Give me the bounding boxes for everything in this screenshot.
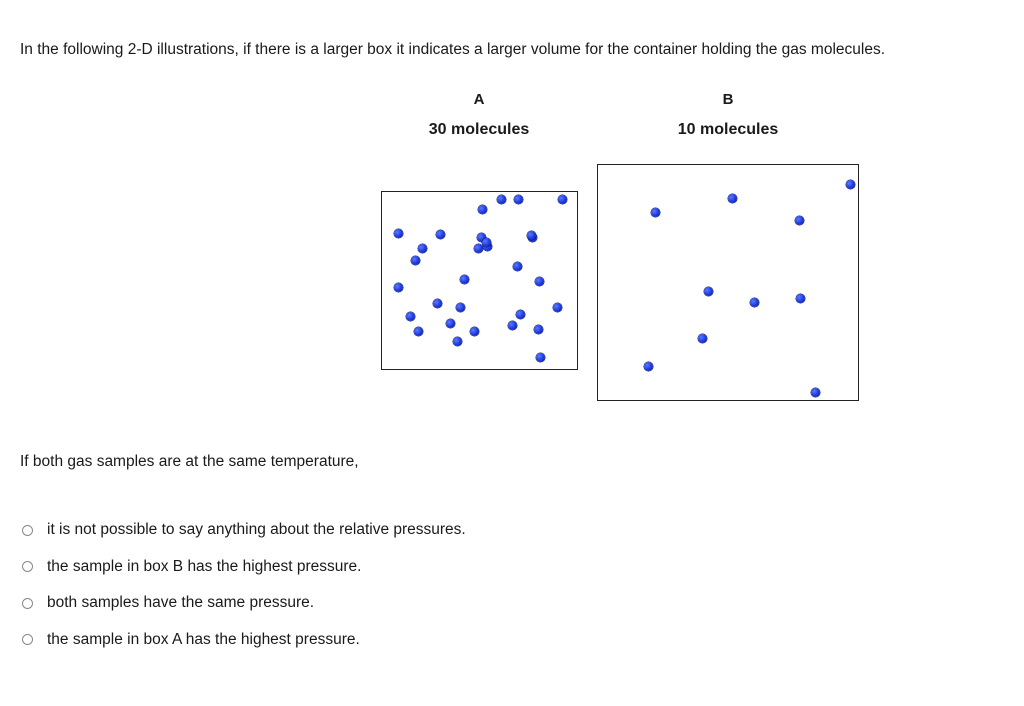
gas-molecule: [474, 244, 483, 253]
box-b-molecule-count: 10 molecules: [677, 121, 779, 138]
radio-button[interactable]: [22, 598, 33, 609]
gas-molecule: [698, 334, 707, 343]
option-label: both samples have the same pressure.: [47, 594, 315, 612]
gas-molecule: [536, 353, 545, 362]
gas-molecule: [456, 303, 465, 312]
gas-molecule: [436, 230, 445, 239]
answer-options: [22, 512, 466, 658]
gas-molecule: [508, 321, 517, 330]
gas-molecule: [846, 180, 855, 189]
option-same-pressure[interactable]: [22, 585, 466, 622]
gas-molecule: [558, 195, 567, 204]
gas-molecule: [513, 262, 522, 271]
gas-molecule: [470, 327, 479, 336]
radio-button[interactable]: [22, 561, 33, 572]
gas-molecule: [497, 195, 506, 204]
box-b-header: [628, 91, 828, 139]
gas-molecule: [704, 287, 713, 296]
box-a-letter: A: [473, 91, 485, 108]
gas-molecule: [553, 303, 562, 312]
box-a-molecule-count: 30 molecules: [428, 121, 530, 138]
gas-molecule: [414, 327, 423, 336]
gas-molecule: [728, 194, 737, 203]
gas-molecule: [406, 312, 415, 321]
option-label: the sample in box A has the highest pressure.: [47, 630, 360, 648]
gas-molecule: [446, 319, 455, 328]
gas-molecule: [750, 298, 759, 307]
gas-molecule: [411, 256, 420, 265]
gas-molecule: [811, 388, 820, 397]
gas-molecule: [478, 205, 487, 214]
radio-button[interactable]: [22, 634, 33, 645]
box-a-header: [379, 91, 579, 139]
option-label: it is not possible to say anything about the relative pressures.: [47, 521, 466, 539]
gas-molecule: [394, 283, 403, 292]
gas-molecule: [516, 310, 525, 319]
gas-molecule: [644, 362, 653, 371]
gas-molecule: [482, 238, 491, 247]
box-a-container: [381, 191, 578, 370]
gas-molecule: [534, 325, 543, 334]
gas-molecule: [514, 195, 523, 204]
gas-molecule: [796, 294, 805, 303]
option-not-possible[interactable]: [22, 512, 466, 549]
question-text: If both gas samples are at the same temperature,: [20, 453, 359, 470]
radio-button[interactable]: [22, 525, 33, 536]
gas-molecule: [453, 337, 462, 346]
box-b-letter: B: [722, 91, 734, 108]
option-box-a-highest[interactable]: [22, 622, 466, 659]
gas-molecule: [418, 244, 427, 253]
gas-molecule: [460, 275, 469, 284]
gas-molecule: [535, 277, 544, 286]
option-box-b-highest[interactable]: [22, 549, 466, 586]
gas-molecule: [651, 208, 660, 217]
gas-molecule: [394, 229, 403, 238]
gas-molecule: [795, 216, 804, 225]
option-label: the sample in box B has the highest pressure.: [47, 557, 362, 575]
gas-molecule: [433, 299, 442, 308]
gas-molecule: [527, 231, 536, 240]
intro-text: In the following 2-D illustrations, if there is a larger box it indicates a larger volume for the container holding the gas molecules.: [20, 41, 886, 58]
